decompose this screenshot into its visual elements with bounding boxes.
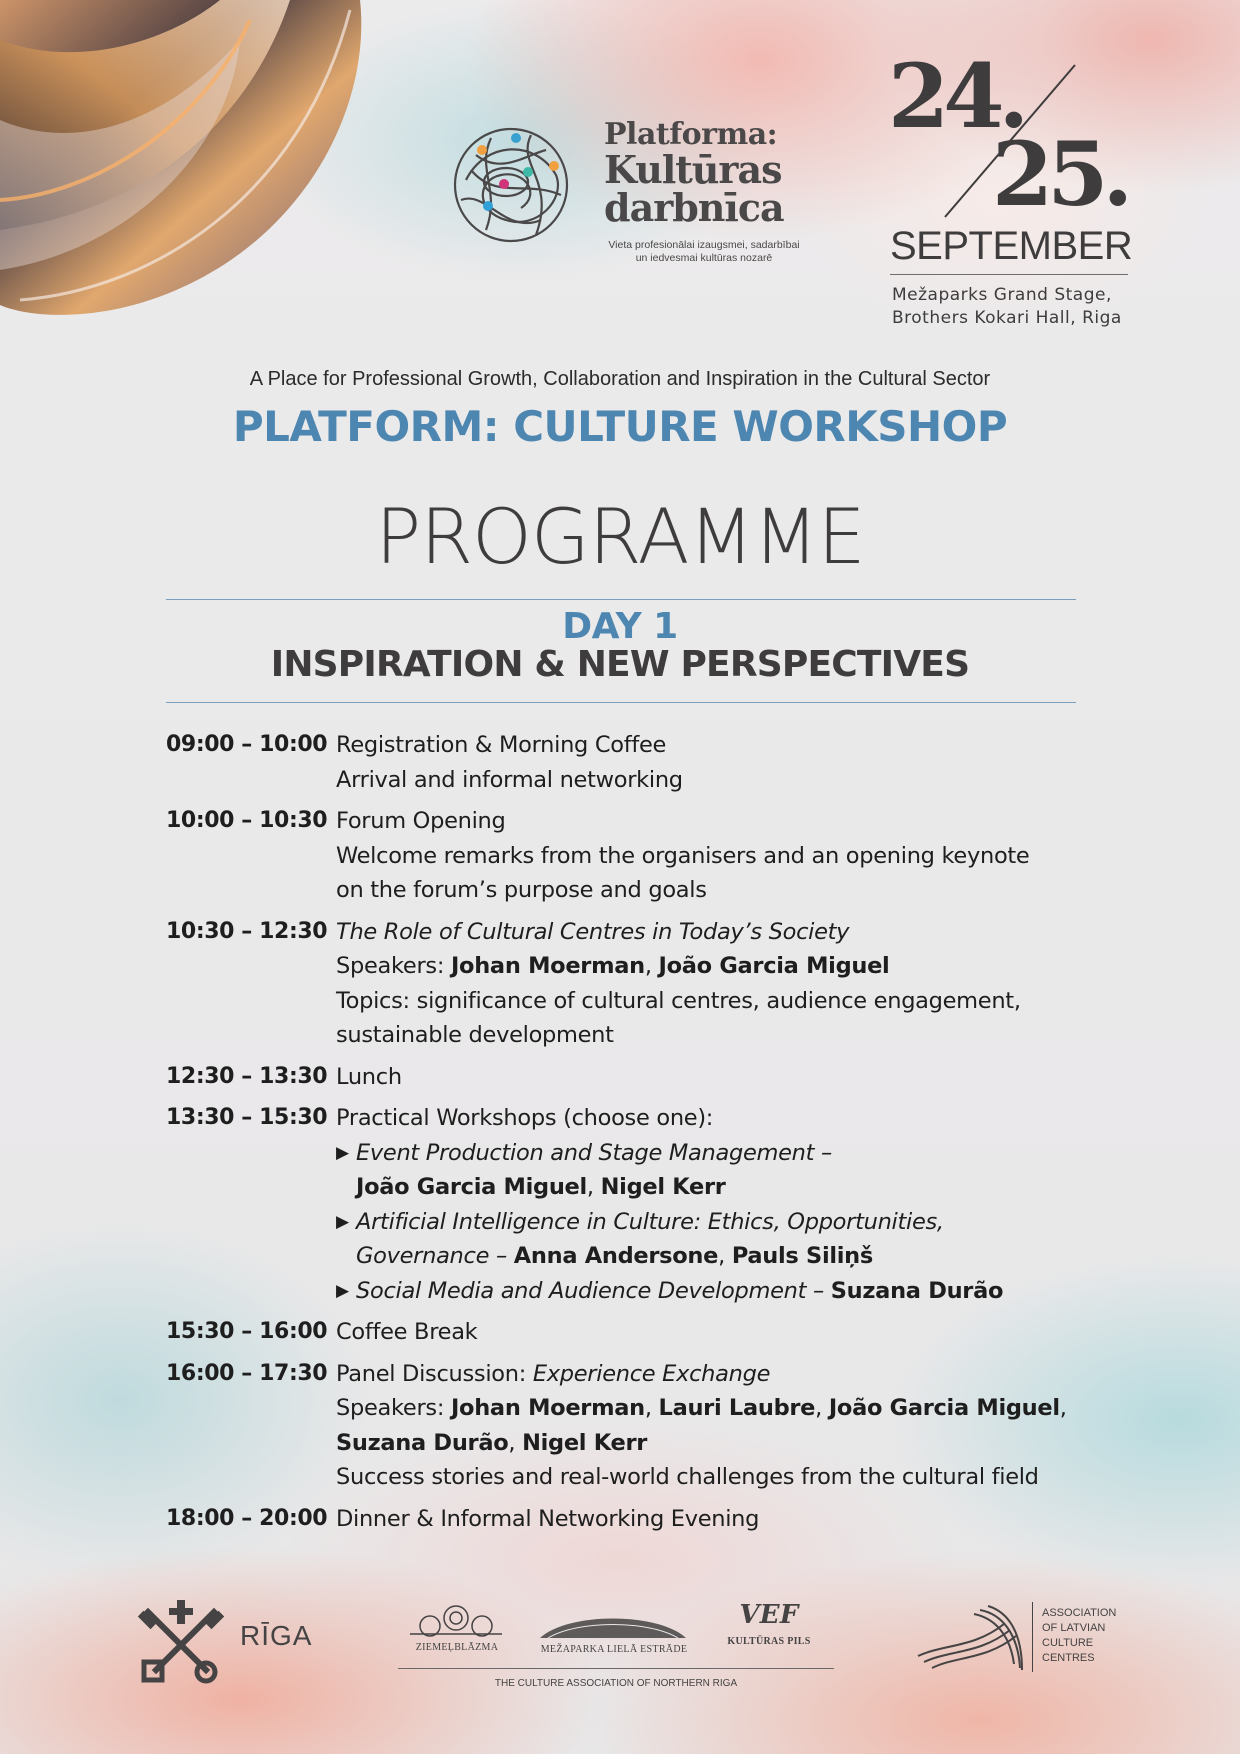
mezaparks-stage-label: MEŽAPARKA LIELĀ ESTRĀDE xyxy=(540,1644,688,1655)
schedule-desc: on the forum’s purpose and goals xyxy=(336,877,707,903)
triangle-bullet-icon: ▶ xyxy=(336,1280,349,1301)
schedule-title: Coffee Break xyxy=(336,1319,478,1345)
schedule-title xyxy=(336,915,1086,950)
schedule-time: 10:30 – 12:30 xyxy=(166,918,328,944)
abstract-swirl-art xyxy=(0,0,380,330)
schedule-time: 13:30 – 15:30 xyxy=(166,1105,328,1130)
workshop-title: Governance – xyxy=(356,1243,507,1269)
session-title: Experience Exchange xyxy=(532,1360,771,1387)
schedule-time: 10:00 – 10:30 xyxy=(166,808,328,833)
speaker-name: João Garcia Miguel xyxy=(356,1174,587,1200)
speaker-name: João Garcia Miguel xyxy=(828,1395,1060,1421)
speakers-line: Speakers: Johan Moerman, João Garcia Miguel xyxy=(336,953,890,979)
speaker-name: Nigel Kerr xyxy=(522,1429,648,1456)
latvian-culture-centres-emblem-icon xyxy=(914,1604,1024,1674)
day-theme: INSPIRATION & NEW PERSPECTIVES xyxy=(270,644,970,685)
speakers-label: Speakers: xyxy=(336,1395,451,1421)
schedule-item xyxy=(166,804,1086,908)
event-title: PLATFORM: CULTURE WORKSHOP xyxy=(232,402,1008,451)
speakers-label: Speakers: xyxy=(336,953,451,979)
date-month: SEPTEMBER xyxy=(890,226,1128,275)
venue-line-2: Brothers Kokari Hall, Riga xyxy=(892,307,1122,328)
logo-line-2: Kultūras xyxy=(604,147,782,192)
topics-line: sustainable development xyxy=(336,1022,614,1048)
programme-heading: PROGRAMME xyxy=(375,492,865,581)
vef-culture-palace-label: KULTŪRAS PILS xyxy=(727,1636,811,1647)
schedule-time: 12:30 – 13:30 xyxy=(166,1063,328,1089)
speaker-name: Johan Moerman xyxy=(450,1395,645,1421)
topics-line: Topics: significance of cultural centres, audience engagement, xyxy=(336,987,1021,1014)
riga-label: RĪGA xyxy=(240,1620,313,1651)
session-title: The Role of Cultural Centres in Today’s Society xyxy=(336,918,850,945)
schedule-item xyxy=(166,1060,1086,1095)
footer-logos xyxy=(0,1580,1240,1720)
day-label: DAY 1 xyxy=(562,606,678,647)
workshop-item xyxy=(336,1274,1086,1309)
schedule-body xyxy=(336,915,1086,1053)
schedule-item xyxy=(166,1101,1086,1308)
latvian-logo-separator xyxy=(1032,1602,1033,1672)
speaker-name: Suzana Durão xyxy=(830,1277,1004,1304)
triangle-bullet-icon: ▶ xyxy=(336,1142,349,1163)
schedule-desc: Arrival and informal networking xyxy=(336,766,683,793)
schedule-time: 15:30 – 16:00 xyxy=(166,1319,328,1344)
speaker-name: Anna Andersone xyxy=(513,1243,719,1269)
schedule-title: Forum Opening xyxy=(336,808,506,834)
venue xyxy=(892,284,1130,330)
schedule-title: Dinner & Informal Networking Evening xyxy=(336,1505,760,1532)
vef-mark: VEF xyxy=(739,1600,799,1630)
latvian-label-line: CULTURE xyxy=(1042,1637,1094,1649)
divider-bottom xyxy=(166,702,1076,703)
mezaparks-stage-emblem-icon xyxy=(538,1608,688,1640)
workshop-title: Artificial Intelligence in Culture: Ethics, Opportunities, xyxy=(356,1208,944,1235)
schedule-time: 09:00 – 10:00 xyxy=(166,732,328,757)
schedule-body xyxy=(336,1315,1086,1350)
workshop-item xyxy=(336,1136,1086,1205)
schedule-time: 18:00 – 20:00 xyxy=(166,1505,328,1531)
logo-line-1: Platforma: xyxy=(604,117,778,152)
event-subtitle: A Place for Professional Growth, Collaboration and Inspiration in the Cultural Sector xyxy=(249,368,991,390)
latvian-label-line: ASSOCIATION xyxy=(1042,1607,1117,1619)
schedule xyxy=(166,728,1086,1543)
schedule-item xyxy=(166,1357,1086,1495)
workshop-title: Social Media and Audience Development – xyxy=(356,1277,824,1304)
schedule-body xyxy=(336,1060,1086,1095)
ziemelblazma-label: ZIEMEĻBLĀZMA xyxy=(415,1642,499,1653)
latvian-label-line: OF LATVIAN xyxy=(1042,1622,1106,1634)
schedule-time: 16:00 – 17:30 xyxy=(166,1360,328,1386)
speaker-name: Nigel Kerr xyxy=(600,1174,726,1200)
culture-workshop-logo-icon xyxy=(446,120,576,250)
speaker-name: João Garcia Miguel xyxy=(658,953,890,979)
northern-riga-association-logos xyxy=(398,1594,834,1704)
schedule-title xyxy=(336,1357,1086,1392)
schedule-desc: Success stories and real-world challenges from the cultural field xyxy=(336,1464,1039,1490)
schedule-title: Lunch xyxy=(336,1063,402,1090)
logo-tagline: Vieta profesionālai izaugsmei, sadarbībai un iedvesmai kultūras nozarē xyxy=(608,239,800,265)
logo-line-3: darbnīca xyxy=(604,185,784,230)
speakers-line: Suzana Durão, Nigel Kerr xyxy=(336,1429,648,1456)
schedule-body xyxy=(336,728,1086,797)
speaker-name: Pauls Siliņš xyxy=(731,1243,873,1269)
date-end: 25. xyxy=(992,122,1128,226)
schedule-desc: Welcome remarks from the organisers and an opening keynote xyxy=(336,842,1030,869)
latvian-culture-centres-label xyxy=(1042,1606,1132,1666)
date-start: 24. xyxy=(888,44,1024,148)
workshop-title: Event Production and Stage Management – xyxy=(356,1139,832,1166)
ziemelblazma-emblem-icon xyxy=(408,1598,504,1638)
workshop-text: Artificial Intelligence in Culture: Ethics, Opportunities, Governance – Anna Andersone, Pauls Siliņš xyxy=(356,1208,944,1269)
association-divider xyxy=(398,1668,834,1669)
schedule-body xyxy=(336,1502,1086,1537)
schedule-item xyxy=(166,1502,1086,1537)
schedule-title: Practical Workshops (choose one): xyxy=(336,1105,714,1131)
culture-workshop-logo xyxy=(604,118,824,265)
schedule-body xyxy=(336,1357,1086,1495)
workshop-text: Event Production and Stage Management – João Garcia Miguel, Nigel Kerr xyxy=(356,1139,832,1200)
divider-top xyxy=(166,599,1076,600)
association-caption: THE CULTURE ASSOCIATION OF NORTHERN RIGA xyxy=(494,1678,738,1689)
venue-line-1: Mežaparks Grand Stage, xyxy=(892,285,1112,305)
title-prefix: Panel Discussion: xyxy=(336,1360,533,1387)
speakers-line: Speakers: Johan Moerman, Lauri Laubre, João Garcia Miguel, xyxy=(336,1395,1067,1421)
riga-crest-icon xyxy=(136,1600,226,1684)
triangle-bullet-icon: ▶ xyxy=(336,1211,349,1232)
speaker-name: Lauri Laubre xyxy=(658,1395,816,1421)
schedule-item xyxy=(166,728,1086,797)
schedule-title: Registration & Morning Coffee xyxy=(336,732,667,758)
schedule-body xyxy=(336,804,1086,908)
workshop-item xyxy=(336,1205,1086,1274)
schedule-item xyxy=(166,1315,1086,1350)
speaker-name: Suzana Durão xyxy=(336,1429,509,1456)
speaker-name: Johan Moerman xyxy=(450,953,645,979)
schedule-body xyxy=(336,1101,1086,1308)
latvian-label-line: CENTRES xyxy=(1042,1652,1095,1664)
workshop-text xyxy=(356,1274,1086,1309)
schedule-item xyxy=(166,915,1086,1053)
